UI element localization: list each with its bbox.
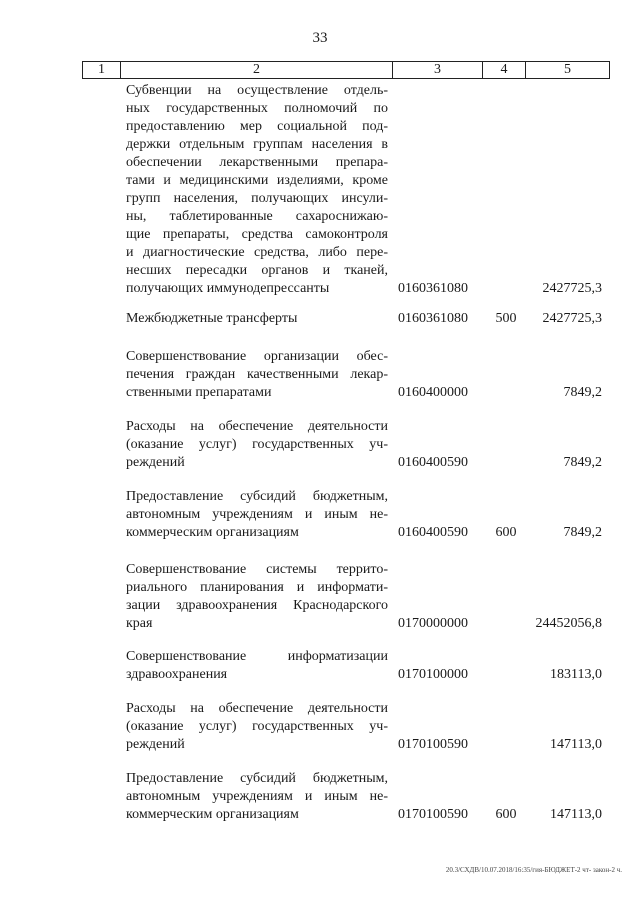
description-line: реждений xyxy=(126,455,185,470)
description-line: и диагностические средства, либо пере- xyxy=(126,245,388,260)
description-line: Субвенции на осуществление отдель- xyxy=(126,83,388,98)
header-col-1: 1 xyxy=(83,62,121,78)
description-line: реждений xyxy=(126,737,185,752)
row-description xyxy=(126,310,388,328)
row-expense-type: 600 xyxy=(495,525,517,540)
row-code: 0160400590 xyxy=(398,525,468,540)
row-description xyxy=(126,648,388,684)
row-description xyxy=(126,348,388,402)
page-number: 33 xyxy=(312,30,328,46)
description-line: Расходы на обеспечение деятельности xyxy=(126,419,388,434)
description-line: Предоставление субсидий бюджетным, xyxy=(126,771,388,786)
description-line: зации здравоохранения Краснодарского xyxy=(126,598,388,613)
row-sum: 7849,2 xyxy=(563,455,602,470)
row-code: 0170100590 xyxy=(398,737,468,752)
description-line: Совершенствование организации обес- xyxy=(126,349,388,364)
description-line: предоставлению мер социальной под- xyxy=(126,119,388,134)
description-line: ных государственных полномочий по xyxy=(126,101,388,116)
row-sum: 183113,0 xyxy=(550,667,602,682)
row-code: 0170100000 xyxy=(398,667,468,682)
description-line: получающих иммунодепрессанты xyxy=(126,281,330,296)
description-line: щие препараты, средства самоконтроля xyxy=(126,227,388,242)
description-line: держки отдельным группам населения в xyxy=(126,137,388,152)
description-line: несших пересадки органов и тканей, xyxy=(126,263,388,278)
description-line: ны, таблетированные сахароснижаю- xyxy=(126,209,388,224)
row-description xyxy=(126,561,388,633)
row-code: 0160361080 xyxy=(398,281,468,296)
footer-stamp: 20.3/СХДВ/10.07.2018/16:35/гия-БЮДЖЕТ-2 чт- закон-2 ч. xyxy=(445,866,622,874)
description-line: коммерческим организациям xyxy=(126,807,299,822)
row-description xyxy=(126,82,388,298)
description-line: риального планирования и информати- xyxy=(126,580,388,595)
description-line: обеспечении лекарственными препара- xyxy=(126,155,388,170)
description-line: Совершенствование системы террито- xyxy=(126,562,388,577)
description-line: групп населения, получающих инсули- xyxy=(126,191,388,206)
row-code: 0160400000 xyxy=(398,385,468,400)
description-line: Предоставление субсидий бюджетным, xyxy=(126,489,388,504)
row-sum: 7849,2 xyxy=(563,525,602,540)
row-sum: 2427725,3 xyxy=(542,281,602,296)
row-description xyxy=(126,418,388,472)
header-col-3: 3 xyxy=(393,62,483,78)
description-line: печения граждан качественными лекар- xyxy=(126,367,388,382)
row-code: 0160400590 xyxy=(398,455,468,470)
description-line: Расходы на обеспечение деятельности xyxy=(126,701,388,716)
header-col-2: 2 xyxy=(121,62,393,78)
row-sum: 24452056,8 xyxy=(535,616,602,631)
row-expense-type: 500 xyxy=(495,311,517,326)
description-line: Совершенствование информатизации xyxy=(126,649,388,664)
row-sum: 147113,0 xyxy=(550,807,602,822)
row-description xyxy=(126,700,388,754)
description-line: края xyxy=(126,616,153,631)
row-description xyxy=(126,770,388,824)
header-col-5: 5 xyxy=(564,62,571,77)
row-expense-type: 600 xyxy=(495,807,517,822)
row-code: 0170100590 xyxy=(398,807,468,822)
header-col-4: 4 xyxy=(483,62,526,78)
row-code: 0170000000 xyxy=(398,616,468,631)
row-description xyxy=(126,488,388,542)
description-line: Межбюджетные трансферты xyxy=(126,311,298,326)
description-line: коммерческим организациям xyxy=(126,525,299,540)
description-line: тами и медицинскими изделиями, кроме xyxy=(126,173,388,188)
row-code: 0160361080 xyxy=(398,311,468,326)
table-header-row xyxy=(82,61,610,79)
description-line: автономным учреждениям и иным не- xyxy=(126,789,388,804)
description-line: (оказание услуг) государственных уч- xyxy=(126,437,388,452)
description-line: (оказание услуг) государственных уч- xyxy=(126,719,388,734)
description-line: здравоохранения xyxy=(126,667,228,682)
description-line: автономным учреждениям и иным не- xyxy=(126,507,388,522)
row-sum: 7849,2 xyxy=(563,385,602,400)
description-line: ственными препаратами xyxy=(126,385,272,400)
row-sum: 2427725,3 xyxy=(542,311,602,326)
row-sum: 147113,0 xyxy=(550,737,602,752)
